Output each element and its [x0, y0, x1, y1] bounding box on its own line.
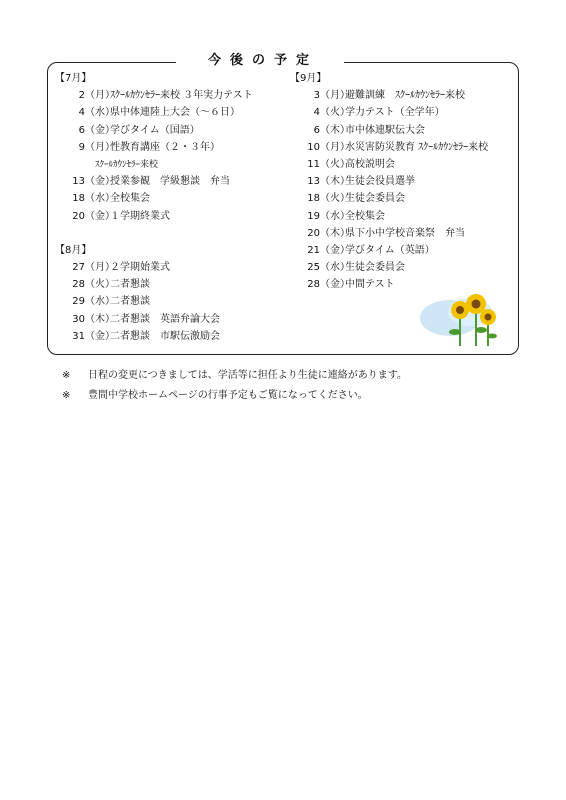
event-weekday: （木）: [320, 124, 350, 136]
august-event-row: [55, 276, 253, 293]
event-text: 学びタイム（国語）: [110, 124, 200, 136]
event-day: 28: [72, 279, 85, 291]
event-day: 2: [78, 90, 85, 102]
event-weekday: （月）: [320, 90, 350, 102]
september-event-row: [290, 87, 488, 104]
event-day: 19: [307, 210, 320, 222]
august-event-row: [55, 328, 253, 345]
august-event-row: [55, 311, 253, 328]
september-event-row: [290, 190, 488, 207]
august-header: 【8月】: [55, 244, 92, 256]
event-weekday: （金）: [85, 176, 115, 188]
july-header: 【7月】: [55, 73, 92, 84]
event-text: 生徒会委員会: [345, 193, 405, 205]
july-event-row: [55, 122, 253, 139]
event-weekday: （木）: [85, 313, 115, 325]
july-event-row: [55, 208, 253, 225]
event-day: 10: [307, 141, 320, 153]
event-text: 二者懇談: [110, 296, 150, 308]
event-weekday: （月）: [85, 262, 115, 274]
july-event-row: [55, 139, 253, 156]
event-text: 二者懇談 英語弁論大会: [110, 313, 220, 325]
september-event-row: [290, 173, 488, 190]
event-text: 全校集会: [345, 210, 385, 222]
event-day: 13: [72, 176, 85, 188]
event-day: 25: [307, 262, 320, 274]
event-text: 県中体連陸上大会（～６日）: [110, 107, 240, 119]
event-text: 性教育講座（２・３年）: [110, 141, 220, 153]
september-event-row: [290, 259, 488, 276]
event-weekday: （水）: [320, 262, 350, 274]
event-day: 20: [72, 210, 85, 222]
event-weekday: （木）: [320, 227, 350, 239]
event-text: 生徒会役員選挙: [345, 176, 415, 188]
event-day: 28: [307, 279, 320, 291]
event-text: 市中体連駅伝大会: [345, 124, 425, 136]
event-day: 11: [307, 158, 320, 170]
event-day: 30: [72, 313, 85, 325]
notes: [62, 366, 407, 406]
event-text: 学びタイム（英語）: [345, 244, 435, 256]
july-event-row: [55, 173, 253, 190]
event-text: 県下小中学校音楽祭 弁当: [345, 227, 465, 239]
event-text: 授業参観 学級懇談 弁当: [110, 176, 230, 188]
event-weekday: （月）: [320, 141, 350, 153]
event-day: 13: [307, 176, 320, 188]
event-weekday: （火）: [320, 193, 350, 205]
event-day: 29: [72, 296, 85, 308]
july-event-row: [55, 104, 253, 121]
event-text: 学力テスト（全学年）: [345, 107, 445, 119]
event-weekday: （金）: [85, 210, 115, 222]
event-day: 3: [313, 90, 320, 102]
september-event-row: [290, 122, 488, 139]
event-weekday: （火）: [320, 107, 350, 119]
left-column: [55, 70, 253, 345]
september-list: [290, 87, 488, 293]
september-event-row: [290, 139, 488, 156]
event-weekday: （火）: [85, 279, 115, 291]
july-event-row: [55, 156, 253, 173]
event-text: 二者懇談 市駅伝激励会: [110, 330, 220, 342]
september-event-row: [290, 208, 488, 225]
event-day: 6: [313, 124, 320, 136]
september-event-row: [290, 156, 488, 173]
event-text: 生徒会委員会: [345, 262, 405, 274]
event-day: 9: [78, 141, 85, 153]
event-day: 20: [307, 227, 320, 239]
september-event-row: [290, 104, 488, 121]
august-event-row: [55, 259, 253, 276]
event-day: 27: [72, 262, 85, 274]
event-weekday: （木）: [320, 176, 350, 188]
event-weekday: （金）: [85, 124, 115, 136]
event-day: 31: [72, 330, 85, 342]
event-text: ｽｸｰﾙｶｳﾝｾﾗｰ来校 ３年実力テスト: [110, 90, 253, 102]
august-event-row: [55, 293, 253, 310]
event-weekday: （水）: [85, 296, 115, 308]
event-text: 水災害防災教育 ｽｸｰﾙｶｳﾝｾﾗｰ来校: [345, 141, 489, 153]
september-event-row: [290, 242, 488, 259]
event-text: ２学期始業式: [110, 262, 170, 274]
right-column: [290, 70, 488, 293]
sunflower-illustration: [420, 290, 506, 348]
event-weekday: （水）: [320, 210, 350, 222]
event-weekday: （火）: [320, 158, 350, 170]
august-list: [55, 259, 253, 345]
event-text: １学期終業式: [110, 210, 170, 222]
event-day: 4: [313, 107, 320, 119]
event-weekday: （月）: [85, 141, 115, 153]
note-1: ※ 日程の変更につきましては、学活等に担任より生徒に連絡があります。: [62, 370, 407, 381]
event-weekday: （月）: [85, 90, 115, 102]
event-text: 高校説明会: [345, 158, 395, 170]
note-2: ※ 豊間中学校ホームページの行事予定もご覧になってください。: [62, 390, 368, 401]
event-weekday: （金）: [85, 330, 115, 342]
july-event-row: [55, 190, 253, 207]
july-event-row: [55, 87, 253, 104]
event-text: 中間テスト: [345, 279, 395, 291]
event-day: 18: [307, 193, 320, 205]
event-weekday: （水）: [85, 193, 115, 205]
page-title: 今後の予定: [176, 50, 344, 72]
event-text: 全校集会: [110, 193, 150, 205]
july-list: [55, 87, 253, 225]
september-event-row: [290, 225, 488, 242]
event-weekday: （金）: [320, 244, 350, 256]
event-text: ｽｸｰﾙｶｳﾝｾﾗｰ来校: [95, 159, 159, 170]
event-day: 18: [72, 193, 85, 205]
event-text: 二者懇談: [110, 279, 150, 291]
event-weekday: （金）: [320, 279, 350, 291]
september-header: 【9月】: [290, 73, 327, 84]
event-day: 6: [78, 124, 85, 136]
event-day: 4: [78, 107, 85, 119]
event-day: 21: [307, 244, 320, 256]
event-weekday: （水）: [85, 107, 115, 119]
event-text: 避難訓練 ｽｸｰﾙｶｳﾝｾﾗｰ来校: [345, 90, 465, 102]
